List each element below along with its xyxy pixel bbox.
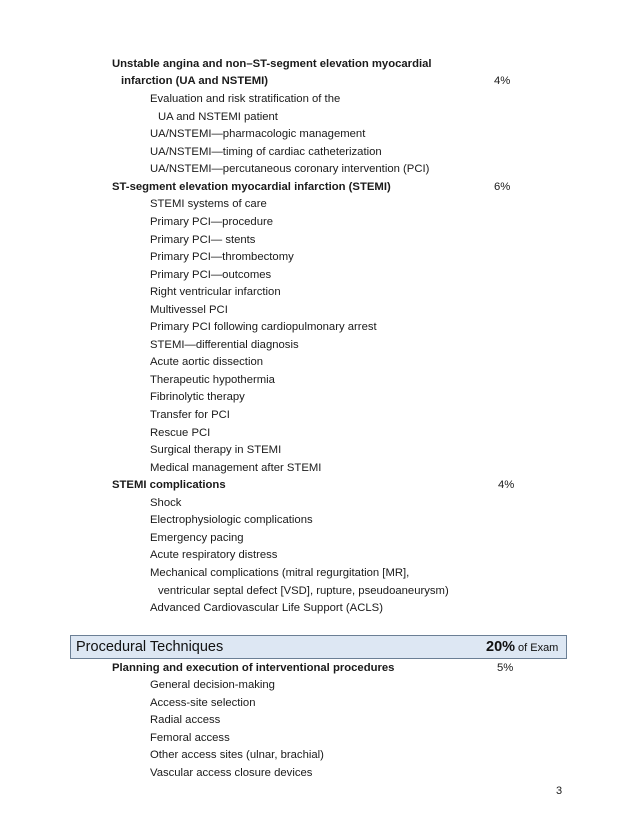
list-item: Therapeutic hypothermia (150, 374, 275, 386)
list-item: General decision-making (150, 679, 275, 691)
stemi-complications-heading: STEMI complications (112, 479, 226, 491)
list-item: Shock (150, 497, 182, 509)
list-item: Mechanical complications (mitral regurgitation [MR], (150, 567, 410, 579)
stemi-heading: ST-segment elevation myocardial infarction (STEMI) (112, 181, 391, 193)
list-item: Acute respiratory distress (150, 549, 278, 561)
list-item: Transfer for PCI (150, 409, 230, 421)
list-item: Primary PCI—outcomes (150, 269, 272, 281)
list-item: Primary PCI— stents (150, 234, 256, 246)
ua-nstemi-percent: 4% (494, 75, 511, 87)
section-header-bar (70, 635, 567, 659)
list-item: UA and NSTEMI patient (158, 111, 278, 123)
list-item: Multivessel PCI (150, 304, 228, 316)
list-item: Right ventricular infarction (150, 286, 281, 298)
list-item: Advanced Cardiovascular Life Support (ACLS) (150, 602, 383, 614)
page-number: 3 (556, 785, 563, 797)
list-item: Femoral access (150, 732, 230, 744)
list-item: STEMI—differential diagnosis (150, 339, 299, 351)
list-item: Primary PCI—procedure (150, 216, 274, 228)
section-percent-suffix: of Exam (518, 642, 559, 654)
stemi-complications-percent: 4% (498, 479, 515, 491)
list-item: UA/NSTEMI—pharmacologic management (150, 128, 366, 140)
list-item: Fibrinolytic therapy (150, 391, 245, 403)
list-item: STEMI systems of care (150, 198, 267, 210)
planning-percent: 5% (497, 662, 514, 674)
ua-nstemi-heading-line2: infarction (UA and NSTEMI) (121, 75, 269, 87)
list-item: Access-site selection (150, 697, 256, 709)
list-item: Primary PCI following cardiopulmonary arrest (150, 321, 377, 333)
list-item: Rescue PCI (150, 427, 211, 439)
ua-nstemi-heading-line1: Unstable angina and non–ST-segment elevation myocardial (112, 58, 432, 70)
list-item: Evaluation and risk stratification of the (150, 93, 341, 105)
list-item: Radial access (150, 714, 221, 726)
list-item: Emergency pacing (150, 532, 244, 544)
list-item: Electrophysiologic complications (150, 514, 313, 526)
stemi-percent: 6% (494, 181, 511, 193)
list-item: Surgical therapy in STEMI (150, 444, 282, 456)
list-item: UA/NSTEMI—percutaneous coronary intervention (PCI) (150, 163, 430, 175)
list-item: ventricular septal defect [VSD], rupture, pseudoaneurysm) (158, 585, 449, 597)
section-title: Procedural Techniques (76, 639, 224, 655)
list-item: Vascular access closure devices (150, 767, 313, 779)
list-item: UA/NSTEMI—timing of cardiac catheterization (150, 146, 382, 158)
list-item: Other access sites (ulnar, brachial) (150, 749, 324, 761)
list-item: Medical management after STEMI (150, 462, 322, 474)
list-item: Primary PCI—thrombectomy (150, 251, 294, 263)
list-item: Acute aortic dissection (150, 356, 264, 368)
planning-heading: Planning and execution of interventional procedures (112, 662, 395, 674)
section-percent: 20% (486, 639, 516, 655)
